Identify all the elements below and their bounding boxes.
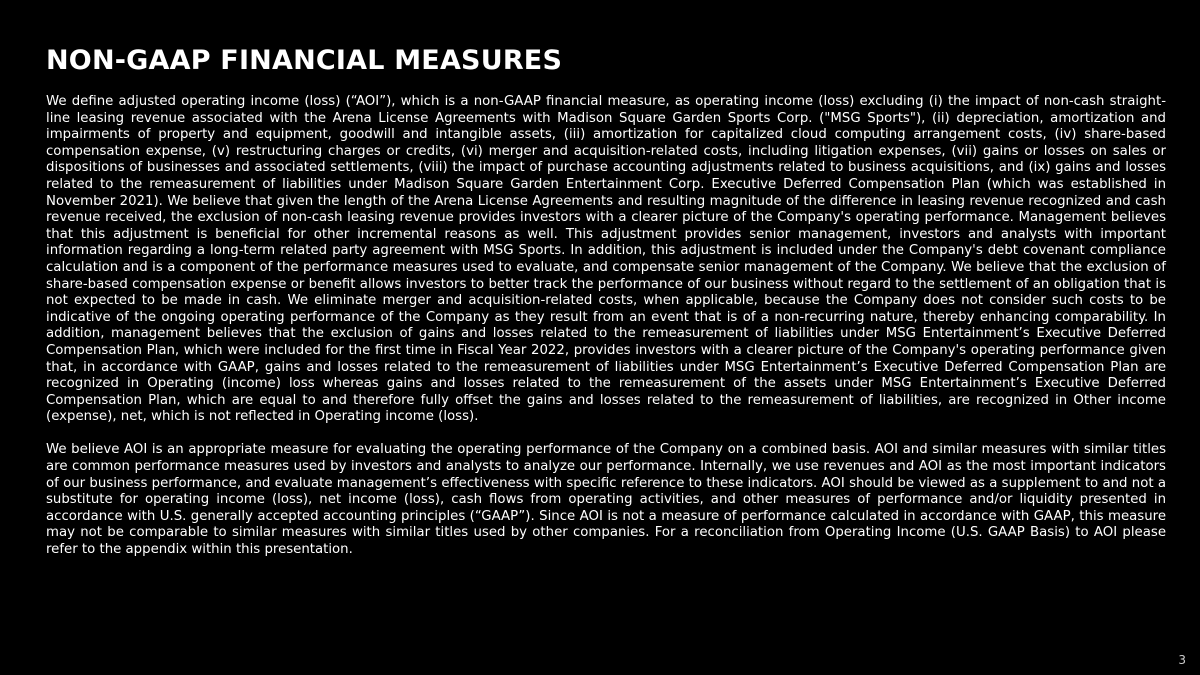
paragraph-aoi-definition: We define adjusted operating income (loss) (“AOI”), which is a non-GAAP financial measure, as operating income (loss) excluding (i) the impact of non-cash straight-line leasing revenue associated with the Arena License Agreements with Madison Square Garden Sports Corp. ("MSG Sports"), (ii) depreciation, amortization and impairments of property and equipment, goodwill and intangible assets, (iii) amortization for capitalized cloud computing arrangement costs, (iv) share-based compensation expense, (v) restructuring charges or credits, (vi) merger and acquisition-related costs, including litigation expenses, (vii) gains or losses on sales or dispositions of businesses and associated settlements, (viii) the impact of purchase accounting adjustments related to business acquisitions, and (ix) gains and losses related to the remeasurement of liabilities under Madison Square Garden Entertainment Corp. Executive Deferred Compensation Plan (which was established in November 2021). We believe that given the length of the Arena License Agreements and resulting magnitude of the difference in leasing revenue recognized and cash revenue received, the exclusion of non-cash leasing revenue provides investors with a clearer picture of the Company's operating performance. Management believes that this adjustment is beneficial for other incremental reasons as well. This adjustment provides senior management, investors and analysts with important information regarding a long-term related party agreement with MSG Sports. In addition, this adjustment is included under the Company's debt covenant compliance calculation and is a component of the performance measures used to evaluate, and compensate senior management of the Company. We believe that the exclusion of share-based compensation expense or benefit allows investors to better track the performance of our business without regard to the settlement of an obligation that is not expected to be made in cash. We eliminate merger and acquisition-related costs, when applicable, because the Company does not consider such costs to be indicative of the ongoing operating performance of the Company as they result from an event that is of a non-recurring nature, thereby enhancing comparability. In addition, management believes that the exclusion of gains and losses related to the remeasurement of liabilities under MSG Entertainment’s Executive Deferred Compensation Plan, which were included for the first time in Fiscal Year 2022, provides investors with a clearer picture of the Company's operating performance given that, in accordance with GAAP, gains and losses related to the remeasurement of liabilities under MSG Entertainment’s Executive Deferred Compensation Plan are recognized in Operating (income) loss whereas gains and losses related to the remeasurement of the assets under MSG Entertainment’s Executive Deferred Compensation Plan, which are equal to and therefore fully offset the gains and losses related to the remeasurement of liabilities, are recognized in Other income (expense), net, which is not reflected in Operating income (loss). [46, 94, 1166, 425]
paragraph-aoi-rationale: We believe AOI is an appropriate measure for evaluating the operating performance of the Company on a combined basis. AOI and similar measures with similar titles are common performance measures used by investors and analysts to analyze our performance. Internally, we use revenues and AOI as the most important indicators of our business performance, and evaluate management’s effectiveness with specific reference to these indicators. AOI should be viewed as a supplement to and not a substitute for operating income (loss), net income (loss), cash flows from operating activities, and other measures of performance and/or liquidity presented in accordance with U.S. generally accepted accounting principles (“GAAP”). Since AOI is not a measure of performance calculated in accordance with GAAP, this measure may not be comparable to similar measures with similar titles used by other companies. For a reconciliation from Operating Income (U.S. GAAP Basis) to AOI please refer to the appendix within this presentation. [46, 442, 1166, 557]
page-number: 3 [1178, 653, 1186, 667]
body-text [46, 94, 1166, 559]
slide-title: NON-GAAP FINANCIAL MEASURES [46, 45, 563, 76]
